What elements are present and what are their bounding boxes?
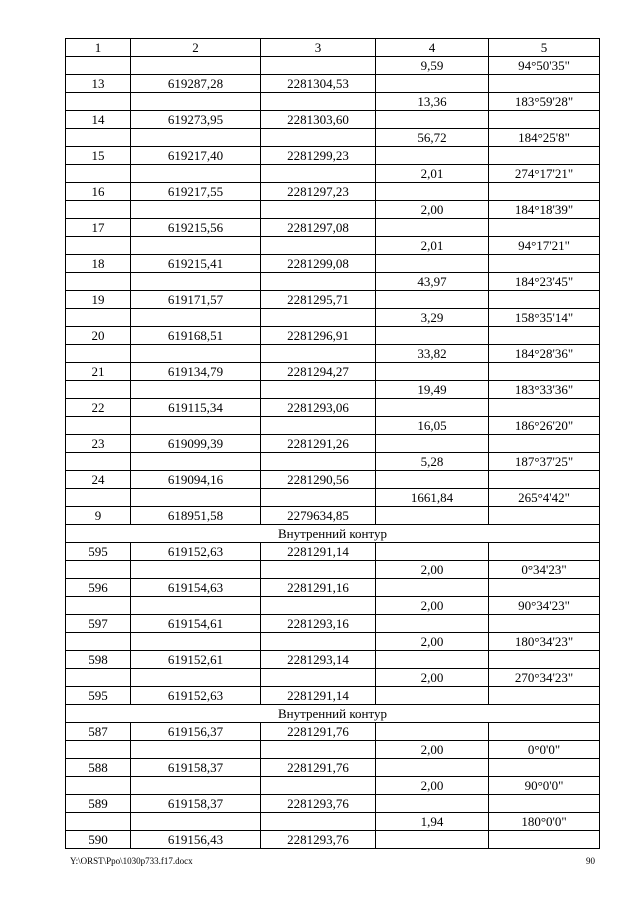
point-number-cell [66,813,131,831]
table-row [66,507,600,525]
angle-cell [489,615,600,633]
angle-cell [489,795,600,813]
point-number-cell [66,777,131,795]
angle-cell [489,111,600,129]
y-coordinate-cell [261,237,376,255]
table-row [66,183,600,201]
x-coordinate-cell [131,597,261,615]
length-cell [376,687,489,705]
point-number-cell: 597 [66,615,131,633]
x-coordinate-cell: 619094,16 [131,471,261,489]
angle-cell: 0°34'23" [489,561,600,579]
y-coordinate-cell [261,93,376,111]
x-coordinate-cell [131,57,261,75]
section-heading-row [66,525,600,543]
length-cell [376,831,489,849]
x-coordinate-cell [131,309,261,327]
table-row [66,741,600,759]
y-coordinate-cell: 2281293,76 [261,795,376,813]
point-number-cell [66,57,131,75]
y-coordinate-cell [261,201,376,219]
footer-page-number: 90 [586,856,595,866]
section-heading-row [66,705,600,723]
angle-cell: 183°33'36" [489,381,600,399]
x-coordinate-cell: 619134,79 [131,363,261,381]
point-number-cell: 595 [66,543,131,561]
x-coordinate-cell: 619099,39 [131,435,261,453]
footer-file-path: Y:\ORST\Ppo\1030p733.f17.docx [70,856,193,866]
point-number-cell [66,273,131,291]
angle-cell [489,579,600,597]
point-number-cell: 596 [66,579,131,597]
length-cell [376,75,489,93]
table-row [66,291,600,309]
point-number-cell: 14 [66,111,131,129]
angle-cell [489,507,600,525]
point-number-cell: 23 [66,435,131,453]
length-cell [376,399,489,417]
point-number-cell: 588 [66,759,131,777]
header-cell-point: 1 [66,39,131,57]
x-coordinate-cell [131,633,261,651]
point-number-cell: 595 [66,687,131,705]
angle-cell: 184°28'36" [489,345,600,363]
table-row [66,795,600,813]
length-cell: 2,01 [376,165,489,183]
y-coordinate-cell: 2281291,14 [261,543,376,561]
section-heading: Внутренний контур [66,705,600,723]
x-coordinate-cell: 619156,43 [131,831,261,849]
header-cell-x: 2 [131,39,261,57]
coordinates-table-body [66,39,600,849]
x-coordinate-cell [131,669,261,687]
y-coordinate-cell: 2281291,76 [261,759,376,777]
table-row [66,777,600,795]
table-row [66,201,600,219]
table-row [66,453,600,471]
length-cell: 13,36 [376,93,489,111]
point-number-cell: 598 [66,651,131,669]
point-number-cell: 589 [66,795,131,813]
angle-cell [489,471,600,489]
angle-cell [489,543,600,561]
length-cell [376,579,489,597]
table-row [66,57,600,75]
x-coordinate-cell: 619273,95 [131,111,261,129]
table-row [66,273,600,291]
table-row [66,93,600,111]
length-cell: 2,00 [376,633,489,651]
angle-cell: 158°35'14" [489,309,600,327]
length-cell: 1661,84 [376,489,489,507]
table-row [66,309,600,327]
angle-cell: 183°59'28" [489,93,600,111]
header-cell-angle: 5 [489,39,600,57]
x-coordinate-cell [131,741,261,759]
x-coordinate-cell: 619217,55 [131,183,261,201]
angle-cell: 274°17'21" [489,165,600,183]
table-row [66,237,600,255]
table-row [66,399,600,417]
table-row [66,831,600,849]
table-row [66,597,600,615]
y-coordinate-cell: 2281297,23 [261,183,376,201]
y-coordinate-cell [261,669,376,687]
angle-cell [489,831,600,849]
y-coordinate-cell: 2281295,71 [261,291,376,309]
length-cell [376,255,489,273]
length-cell [376,435,489,453]
length-cell: 2,01 [376,237,489,255]
angle-cell [489,75,600,93]
angle-cell: 94°50'35" [489,57,600,75]
point-number-cell: 21 [66,363,131,381]
angle-cell [489,435,600,453]
table-row [66,723,600,741]
y-coordinate-cell: 2281291,26 [261,435,376,453]
x-coordinate-cell: 619152,63 [131,687,261,705]
length-cell [376,507,489,525]
y-coordinate-cell: 2279634,85 [261,507,376,525]
y-coordinate-cell: 2281299,23 [261,147,376,165]
y-coordinate-cell [261,273,376,291]
table-row [66,471,600,489]
length-cell [376,723,489,741]
x-coordinate-cell: 619152,63 [131,543,261,561]
table-row [66,489,600,507]
angle-cell [489,147,600,165]
x-coordinate-cell [131,417,261,435]
length-cell: 1,94 [376,813,489,831]
table-row [66,129,600,147]
point-number-cell: 9 [66,507,131,525]
y-coordinate-cell: 2281293,76 [261,831,376,849]
table-row [66,417,600,435]
angle-cell: 94°17'21" [489,237,600,255]
x-coordinate-cell: 619156,37 [131,723,261,741]
table-row [66,651,600,669]
x-coordinate-cell: 619287,28 [131,75,261,93]
point-number-cell: 590 [66,831,131,849]
length-cell [376,615,489,633]
table-row [66,219,600,237]
angle-cell [489,759,600,777]
x-coordinate-cell [131,777,261,795]
x-coordinate-cell: 619217,40 [131,147,261,165]
table-row [66,363,600,381]
y-coordinate-cell: 2281294,27 [261,363,376,381]
angle-cell [489,363,600,381]
angle-cell: 180°34'23" [489,633,600,651]
table-row [66,813,600,831]
point-number-cell [66,417,131,435]
point-number-cell [66,561,131,579]
table-row [66,579,600,597]
table-row [66,255,600,273]
angle-cell: 187°37'25" [489,453,600,471]
x-coordinate-cell: 619158,37 [131,795,261,813]
length-cell: 2,00 [376,201,489,219]
angle-cell: 180°0'0" [489,813,600,831]
table-row [66,759,600,777]
header-cell-length: 4 [376,39,489,57]
x-coordinate-cell [131,345,261,363]
y-coordinate-cell: 2281304,53 [261,75,376,93]
length-cell: 2,00 [376,777,489,795]
angle-cell [489,651,600,669]
angle-cell [489,255,600,273]
table-row [66,165,600,183]
length-cell [376,759,489,777]
header-cell-y: 3 [261,39,376,57]
x-coordinate-cell: 619154,61 [131,615,261,633]
point-number-cell: 587 [66,723,131,741]
x-coordinate-cell [131,489,261,507]
length-cell [376,543,489,561]
point-number-cell: 20 [66,327,131,345]
length-cell: 2,00 [376,669,489,687]
x-coordinate-cell: 619152,61 [131,651,261,669]
y-coordinate-cell [261,129,376,147]
point-number-cell: 18 [66,255,131,273]
length-cell [376,363,489,381]
length-cell [376,471,489,489]
y-coordinate-cell [261,453,376,471]
x-coordinate-cell [131,813,261,831]
table-row [66,147,600,165]
point-number-cell [66,129,131,147]
point-number-cell: 16 [66,183,131,201]
point-number-cell [66,93,131,111]
angle-cell [489,399,600,417]
angle-cell: 90°34'23" [489,597,600,615]
table-row [66,633,600,651]
angle-cell: 270°34'23" [489,669,600,687]
y-coordinate-cell: 2281291,14 [261,687,376,705]
y-coordinate-cell: 2281293,06 [261,399,376,417]
x-coordinate-cell [131,381,261,399]
length-cell [376,219,489,237]
angle-cell: 265°4'42" [489,489,600,507]
x-coordinate-cell [131,237,261,255]
x-coordinate-cell: 619158,37 [131,759,261,777]
length-cell [376,795,489,813]
point-number-cell [66,597,131,615]
y-coordinate-cell [261,57,376,75]
table-row [66,75,600,93]
length-cell: 43,97 [376,273,489,291]
y-coordinate-cell: 2281293,14 [261,651,376,669]
point-number-cell [66,489,131,507]
y-coordinate-cell [261,561,376,579]
angle-cell [489,183,600,201]
y-coordinate-cell [261,777,376,795]
length-cell: 9,59 [376,57,489,75]
y-coordinate-cell [261,597,376,615]
angle-cell [489,219,600,237]
table-row [66,615,600,633]
y-coordinate-cell: 2281303,60 [261,111,376,129]
y-coordinate-cell [261,309,376,327]
x-coordinate-cell [131,453,261,471]
length-cell: 2,00 [376,597,489,615]
angle-cell [489,291,600,309]
y-coordinate-cell: 2281297,08 [261,219,376,237]
length-cell: 3,29 [376,309,489,327]
point-number-cell [66,309,131,327]
y-coordinate-cell: 2281299,08 [261,255,376,273]
x-coordinate-cell: 618951,58 [131,507,261,525]
table-row [66,327,600,345]
point-number-cell [66,201,131,219]
angle-cell [489,327,600,345]
x-coordinate-cell [131,561,261,579]
angle-cell: 184°23'45" [489,273,600,291]
length-cell [376,651,489,669]
x-coordinate-cell: 619215,41 [131,255,261,273]
x-coordinate-cell: 619171,57 [131,291,261,309]
angle-cell: 0°0'0" [489,741,600,759]
point-number-cell [66,453,131,471]
point-number-cell: 15 [66,147,131,165]
point-number-cell [66,381,131,399]
y-coordinate-cell: 2281290,56 [261,471,376,489]
length-cell [376,327,489,345]
x-coordinate-cell: 619115,34 [131,399,261,417]
table-row [66,345,600,363]
angle-cell: 184°18'39" [489,201,600,219]
table-row [66,543,600,561]
length-cell: 19,49 [376,381,489,399]
angle-cell [489,723,600,741]
table-row [66,669,600,687]
x-coordinate-cell [131,273,261,291]
angle-cell [489,687,600,705]
y-coordinate-cell: 2281291,76 [261,723,376,741]
table-row [66,381,600,399]
length-cell: 5,28 [376,453,489,471]
length-cell [376,147,489,165]
section-heading: Внутренний контур [66,525,600,543]
length-cell: 16,05 [376,417,489,435]
angle-cell: 184°25'8" [489,129,600,147]
y-coordinate-cell: 2281293,16 [261,615,376,633]
x-coordinate-cell [131,93,261,111]
length-cell: 33,82 [376,345,489,363]
point-number-cell: 22 [66,399,131,417]
y-coordinate-cell [261,165,376,183]
y-coordinate-cell [261,417,376,435]
x-coordinate-cell [131,129,261,147]
x-coordinate-cell: 619215,56 [131,219,261,237]
point-number-cell [66,633,131,651]
length-cell: 2,00 [376,741,489,759]
point-number-cell [66,741,131,759]
length-cell [376,111,489,129]
table-row [66,561,600,579]
x-coordinate-cell [131,201,261,219]
table-row [66,435,600,453]
point-number-cell: 17 [66,219,131,237]
y-coordinate-cell [261,345,376,363]
x-coordinate-cell: 619168,51 [131,327,261,345]
length-cell: 56,72 [376,129,489,147]
y-coordinate-cell [261,381,376,399]
point-number-cell: 19 [66,291,131,309]
table-header-row [66,39,600,57]
coordinates-table [65,38,600,849]
length-cell: 2,00 [376,561,489,579]
point-number-cell [66,165,131,183]
point-number-cell [66,345,131,363]
y-coordinate-cell: 2281291,16 [261,579,376,597]
angle-cell: 186°26'20" [489,417,600,435]
y-coordinate-cell [261,633,376,651]
y-coordinate-cell [261,489,376,507]
y-coordinate-cell [261,813,376,831]
point-number-cell: 13 [66,75,131,93]
x-coordinate-cell [131,165,261,183]
y-coordinate-cell: 2281296,91 [261,327,376,345]
x-coordinate-cell: 619154,63 [131,579,261,597]
angle-cell: 90°0'0" [489,777,600,795]
table-row [66,687,600,705]
length-cell [376,183,489,201]
point-number-cell [66,669,131,687]
length-cell [376,291,489,309]
point-number-cell [66,237,131,255]
table-row [66,111,600,129]
point-number-cell: 24 [66,471,131,489]
y-coordinate-cell [261,741,376,759]
